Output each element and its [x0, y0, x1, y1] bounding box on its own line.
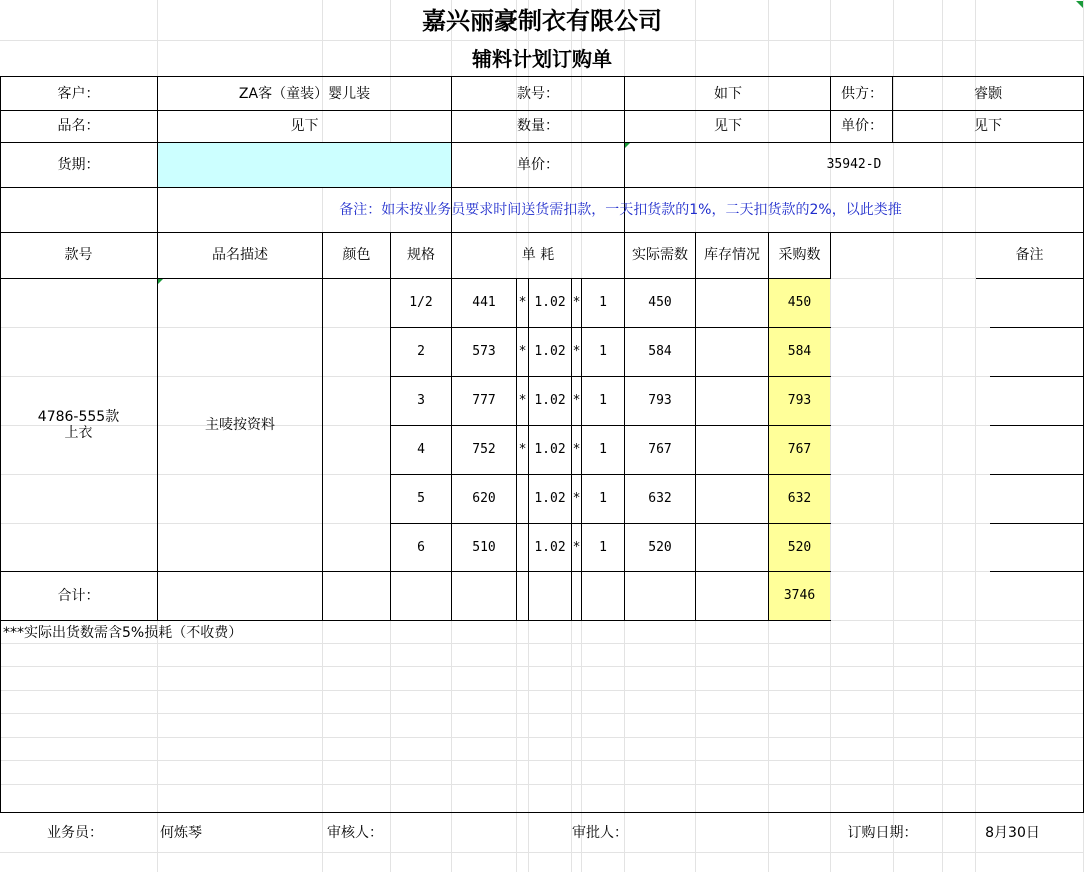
unit-price-label: 单价： [841, 118, 883, 135]
cell-purchase[interactable]: 520 [787, 539, 812, 555]
col-actual-header: 实际需数 [632, 247, 688, 264]
product-value[interactable]: 见下 [290, 118, 319, 135]
salesperson-label: 业务员： [47, 824, 103, 841]
cell-base[interactable]: 777 [472, 392, 496, 408]
cell-actual[interactable]: 632 [648, 490, 672, 506]
cell-actual[interactable]: 450 [648, 294, 672, 310]
cell-base[interactable]: 620 [472, 490, 496, 506]
cell-base[interactable]: 510 [472, 539, 496, 555]
reviewer-label: 审核人： [327, 824, 383, 841]
border-line [830, 232, 831, 279]
product-label: 品名： [57, 118, 100, 135]
customer-value[interactable]: ZA客（童装）婴儿装 [238, 85, 371, 102]
cell-star1[interactable]: * [518, 294, 527, 310]
cell-star1[interactable]: * [518, 441, 527, 457]
cell-factor[interactable]: 1.02 [534, 294, 566, 310]
gridline [0, 852, 1084, 853]
supplier-label: 供方： [841, 85, 883, 102]
company-name: 嘉兴丽豪制衣有限公司 [422, 6, 662, 36]
border-line [976, 278, 1084, 279]
form-title: 辅料计划订购单 [472, 46, 612, 71]
border-line [990, 523, 1084, 524]
gridline [0, 737, 1084, 738]
cell-star2[interactable]: * [572, 343, 581, 359]
border-line [0, 812, 1084, 813]
cell-star2[interactable]: * [572, 294, 581, 310]
cell-star2[interactable]: * [572, 392, 581, 408]
cell-mult[interactable]: 1 [599, 490, 607, 506]
col-purchase-header: 采购数 [778, 247, 821, 264]
border-line [0, 620, 1, 813]
cell-size[interactable]: 3 [417, 392, 425, 408]
cell-star1[interactable]: * [518, 392, 527, 408]
gridline [0, 690, 1084, 691]
style-no-value[interactable]: 如下 [714, 85, 742, 102]
item-style-line2: 上衣 [64, 425, 93, 441]
cell-purchase[interactable]: 793 [787, 392, 812, 408]
approver-label: 审批人： [572, 824, 628, 841]
gridline [0, 784, 1084, 785]
border-line [990, 571, 1084, 572]
col-size-header: 规格 [407, 247, 435, 264]
col-consumption-header: 单 耗 [521, 247, 555, 264]
customer-label: 客户： [57, 85, 100, 102]
cell-factor[interactable]: 1.02 [534, 539, 566, 555]
cell-actual[interactable]: 767 [648, 441, 672, 457]
col-color-header: 颜色 [342, 247, 371, 264]
cell-size[interactable]: 1/2 [409, 294, 433, 310]
order-date-label: 订购日期： [847, 824, 918, 841]
cell-purchase[interactable]: 450 [787, 294, 812, 310]
style-no-label: 款号： [517, 85, 559, 102]
cell-mult[interactable]: 1 [599, 441, 607, 457]
cell-star1[interactable]: * [518, 343, 527, 359]
cell-star1[interactable] [517, 475, 528, 523]
quantity-value[interactable]: 见下 [714, 118, 742, 135]
cell-star2[interactable]: * [572, 490, 581, 506]
unit-price-value[interactable]: 见下 [974, 118, 1002, 135]
border-line [322, 232, 323, 621]
border-line [990, 425, 1084, 426]
unit-price2-label: 单价： [517, 156, 559, 173]
item-style-cell[interactable] [0, 279, 157, 571]
cell-size[interactable]: 2 [417, 343, 425, 359]
border-line [990, 376, 1084, 377]
quantity-label: 数量： [517, 118, 559, 135]
col-desc-header: 品名描述 [212, 247, 268, 264]
cell-mult[interactable]: 1 [599, 294, 607, 310]
cell-mult[interactable]: 1 [599, 392, 607, 408]
cell-purchase[interactable]: 584 [787, 343, 812, 359]
cell-size[interactable]: 6 [417, 539, 425, 555]
cell-purchase[interactable]: 632 [787, 490, 812, 506]
total-purchase[interactable]: 3746 [783, 587, 816, 603]
cell-size[interactable]: 4 [417, 441, 425, 457]
gridline [0, 713, 1084, 714]
cell-purchase[interactable]: 767 [787, 441, 812, 457]
cell-actual[interactable]: 584 [648, 343, 672, 359]
cell-factor[interactable]: 1.02 [534, 441, 566, 457]
delivery-value[interactable] [158, 143, 451, 187]
col-style-header: 款号 [64, 247, 93, 264]
cell-factor[interactable]: 1.02 [534, 392, 566, 408]
salesperson-value[interactable]: 何炼琴 [160, 824, 202, 841]
border-line [695, 232, 696, 621]
cell-base[interactable]: 441 [472, 294, 496, 310]
gridline [0, 760, 1084, 761]
cell-mult[interactable]: 1 [599, 343, 607, 359]
item-style-line1: 4786-555款 [37, 408, 120, 425]
supplier-value[interactable]: 睿颢 [974, 85, 1002, 102]
cell-star1[interactable] [517, 524, 528, 572]
cell-actual[interactable]: 520 [648, 539, 672, 555]
note-text: 备注：如未按业务员要求时间送货需扣款，一天扣货款的1%，二天扣货款的2%，以此类推 [339, 201, 902, 218]
order-date-value[interactable]: 8月30日 [985, 824, 1040, 841]
cell-star2[interactable]: * [572, 539, 581, 555]
col-stock-header: 库存情况 [704, 247, 760, 264]
cell-actual[interactable]: 793 [648, 392, 672, 408]
item-desc-cell[interactable]: 主唛按资料 [205, 416, 275, 433]
cell-base[interactable]: 752 [472, 441, 496, 457]
border-line [990, 474, 1084, 475]
cell-factor[interactable]: 1.02 [534, 490, 566, 506]
cell-factor[interactable]: 1.02 [534, 343, 566, 359]
unit-price2-value[interactable]: 35942-D [826, 156, 882, 172]
cell-mult[interactable]: 1 [599, 539, 607, 555]
total-label: 合计： [57, 587, 100, 604]
gridline [0, 40, 1084, 41]
border-line [0, 76, 1084, 77]
delivery-label: 货期： [57, 156, 100, 173]
gridline [0, 666, 1084, 667]
footnote: ***实际出货数需含5%损耗（不收费） [3, 624, 243, 641]
cell-star2[interactable]: * [572, 441, 581, 457]
col-remark-header: 备注 [1015, 247, 1044, 264]
border-line [990, 327, 1084, 328]
cell-size[interactable]: 5 [417, 490, 425, 506]
cell-base[interactable]: 573 [472, 343, 496, 359]
